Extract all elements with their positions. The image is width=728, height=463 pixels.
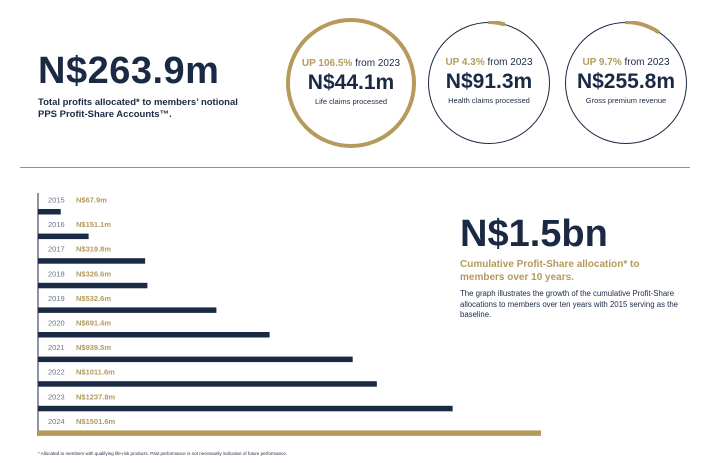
value-label-2023: N$1237.8m	[76, 392, 116, 402]
value-label-2017: N$319.8m	[76, 244, 112, 254]
cumulative-value: N$1.5bn	[460, 213, 608, 255]
stat-up-life: UP 106.5%	[301, 58, 353, 69]
value-label-2024: N$1501.6m	[76, 416, 116, 426]
stat-up-premium: UP 9.7%	[582, 57, 622, 68]
bar-2015	[38, 209, 61, 215]
bar-2022	[38, 381, 377, 387]
value-label-2016: N$151.1m	[76, 220, 112, 230]
value-label-2015: N$67.9m	[76, 195, 107, 205]
stat-desc-life: Life claims processed	[314, 97, 388, 106]
year-label-2022: 2022	[48, 367, 65, 377]
headline-value: N$263.9m	[38, 50, 220, 92]
bar-2020	[38, 332, 270, 338]
value-label-2020: N$691.4m	[76, 318, 112, 328]
value-label-2019: N$532.6m	[76, 293, 112, 303]
stat-from-life: from 2023	[355, 58, 401, 69]
year-label-2018: 2018	[48, 269, 65, 279]
year-label-2021: 2021	[48, 343, 65, 353]
value-label-2018: N$326.6m	[76, 269, 112, 279]
stat-from-health: from 2023	[487, 57, 533, 68]
bar-2024	[38, 430, 541, 436]
headline-subtitle: Total profits allocated* to members’ notional PPS Profit-Share Accounts™.	[38, 97, 238, 120]
stat-value-premium: N$255.8m	[576, 70, 676, 93]
bar-2021	[38, 357, 353, 363]
bar-2016	[38, 234, 89, 240]
bar-2023	[38, 406, 453, 412]
value-label-2021: N$939.5m	[76, 343, 112, 353]
value-label-2022: N$1011.6m	[76, 367, 115, 377]
stat-value-health: N$91.3m	[445, 70, 533, 93]
year-label-2019: 2019	[48, 293, 65, 303]
year-label-2016: 2016	[48, 220, 65, 230]
year-label-2020: 2020	[48, 318, 65, 328]
stat-value-life: N$44.1m	[307, 71, 395, 94]
cumulative-title: Cumulative Profit-Share allocation* to members over 10 years.	[460, 259, 640, 283]
stat-from-premium: from 2023	[624, 57, 670, 68]
bar-2017	[38, 258, 145, 264]
year-label-2024: 2024	[48, 416, 65, 426]
bar-2019	[38, 307, 216, 313]
cumulative-description: The graph illustrates the growth of the cumulative Profit-Share allocations to members over ten years with 2015 serving as the baseline.	[460, 289, 678, 319]
stat-desc-premium: Gross premium revenue	[585, 96, 667, 105]
footnote: * Allocated to members with qualifying life-risk products. Past performance is not necessarily indicative of future performance.	[38, 451, 288, 456]
bar-2018	[38, 283, 147, 289]
year-label-2023: 2023	[48, 392, 65, 402]
year-label-2015: 2015	[48, 195, 65, 205]
stat-up-health: UP 4.3%	[445, 57, 485, 68]
year-label-2017: 2017	[48, 244, 65, 254]
stat-desc-health: Health claims processed	[448, 96, 530, 105]
